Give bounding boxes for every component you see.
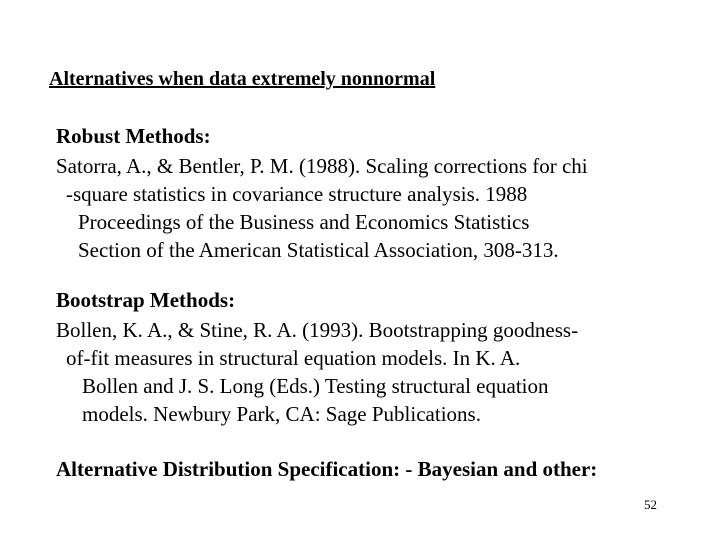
reference-line: Bollen, K. A., & Stine, R. A. (1993). Bootstrapping goodness- (56, 318, 579, 342)
alternative-distribution-heading: Alternative Distribution Specification: - Bayesian and other: (56, 457, 598, 481)
robust-methods-reference (56, 152, 588, 264)
reference-line: Satorra, A., & Bentler, P. M. (1988). Scaling corrections for chi (56, 154, 588, 178)
page-number: 52 (644, 497, 657, 512)
reference-line: Section of the American Statistical Association, 308-313. (78, 238, 559, 262)
reference-line: Bollen and J. S. Long (Eds.) Testing structural equation (82, 374, 549, 398)
bootstrap-methods-heading: Bootstrap Methods: (56, 288, 236, 312)
slide-title: Alternatives when data extremely nonnormal (49, 68, 436, 90)
reference-line: models. Newbury Park, CA: Sage Publications. (82, 402, 481, 426)
reference-line: of-fit measures in structural equation models. In K. A. (66, 346, 521, 370)
reference-line: Proceedings of the Business and Economics Statistics (78, 210, 530, 234)
bootstrap-methods-reference (56, 316, 578, 428)
robust-methods-heading: Robust Methods: (56, 124, 211, 148)
reference-line: -square statistics in covariance structure analysis. 1988 (66, 182, 528, 206)
